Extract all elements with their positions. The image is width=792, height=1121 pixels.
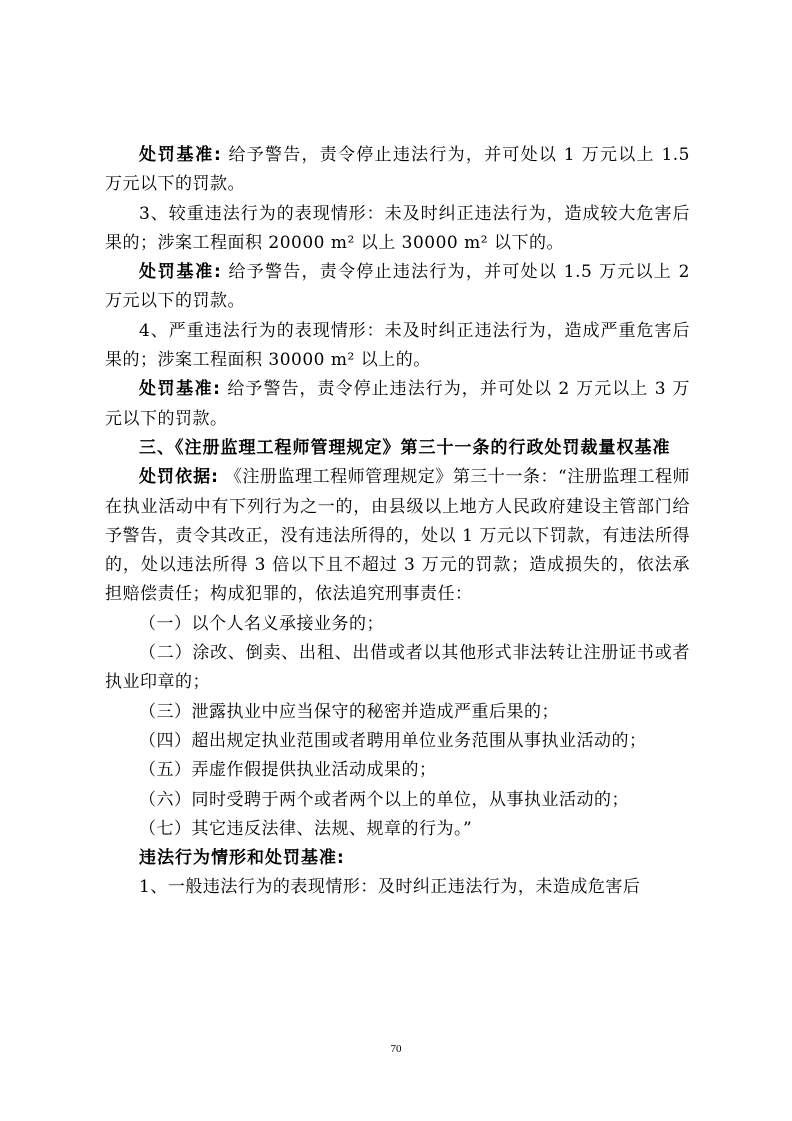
penalty-basis-paragraph xyxy=(105,375,690,434)
section-heading: 三、《注册监理工程师管理规定》第三十一条的行政处罚裁量权基准 xyxy=(139,437,671,458)
list-item: （五）弄虚作假提供执业活动成果的； xyxy=(139,760,437,781)
last-paragraph: 1、一般违法行为的表现情形：及时纠正违法行为，未造成危害后 xyxy=(139,877,641,898)
penalty-basis-label: 处罚基准: xyxy=(139,379,221,400)
penalty-basis-label: 处罚基准: xyxy=(139,145,222,165)
legal-basis-label: 处罚依据: xyxy=(139,467,219,488)
list-item: （七）其它违反法律、法规、规章的行为。” xyxy=(139,818,473,839)
paragraph-text: 4、严重违法行为的表现情形：未及时纠正违法行为，造成严重危害后果的；涉案工程面积 30000 m² 以上的。 xyxy=(105,320,690,371)
penalty-basis-label: 处罚基准: xyxy=(139,262,222,283)
page-number: 70 xyxy=(390,1043,402,1055)
legal-basis-paragraph xyxy=(105,463,690,609)
list-item: （一）以个人名义承接业务的； xyxy=(139,613,384,634)
list-item: （三）泄露执业中应当保守的秘密并造成严重后果的； xyxy=(139,701,559,722)
violation-case-paragraph xyxy=(105,200,690,259)
penalty-basis-paragraph xyxy=(105,258,690,317)
penalty-basis-paragraph xyxy=(105,141,690,200)
list-item: （二）涂改、倒卖、出租、出借或者以其他形式非法转让注册证书或者执业印章的； xyxy=(105,643,690,693)
paragraph-text: 3、较重违法行为的表现情形：未及时纠正违法行为，造成较大危害后果的；涉案工程面积 20000 m² 以上 30000 m² 以下的。 xyxy=(105,203,690,253)
paragraph-text: 给予警告，责令停止违法行为，并可处以 2 万元以上 3 万元以下的罚款。 xyxy=(105,379,690,429)
document-page xyxy=(105,141,690,903)
paragraph-text: 给予警告，责令停止违法行为，并可处以 1.5 万元以上 2 万元以下的罚款。 xyxy=(105,262,690,312)
list-item: （四）超出规定执业范围或者聘用单位业务范围从事执业活动的； xyxy=(139,730,647,751)
subheading: 违法行为情形和处罚基准: xyxy=(139,848,345,869)
legal-basis-text: 《注册监理工程师管理规定》第三十一条：“注册监理工程师在执业活动中有下列行为之一的，由县级以上地方人民政府建设主管部门给予警告，责令其改正，没有违法所得的，处以 1 万元以下罚款，有违法所得的，处以违法所得 3 倍以下且不超过 3 万元的罚款；造成损失的，依法承担赔偿责任；构成犯罪的，依法追究刑事责任： xyxy=(105,467,690,605)
list-item: （六）同时受聘于两个或者两个以上的单位，从事执业活动的； xyxy=(139,789,629,810)
paragraph-text: 给予警告，责令停止违法行为，并可处以 1 万元以上 1.5 万元以下的罚款。 xyxy=(105,145,690,195)
violation-case-paragraph xyxy=(105,317,690,376)
